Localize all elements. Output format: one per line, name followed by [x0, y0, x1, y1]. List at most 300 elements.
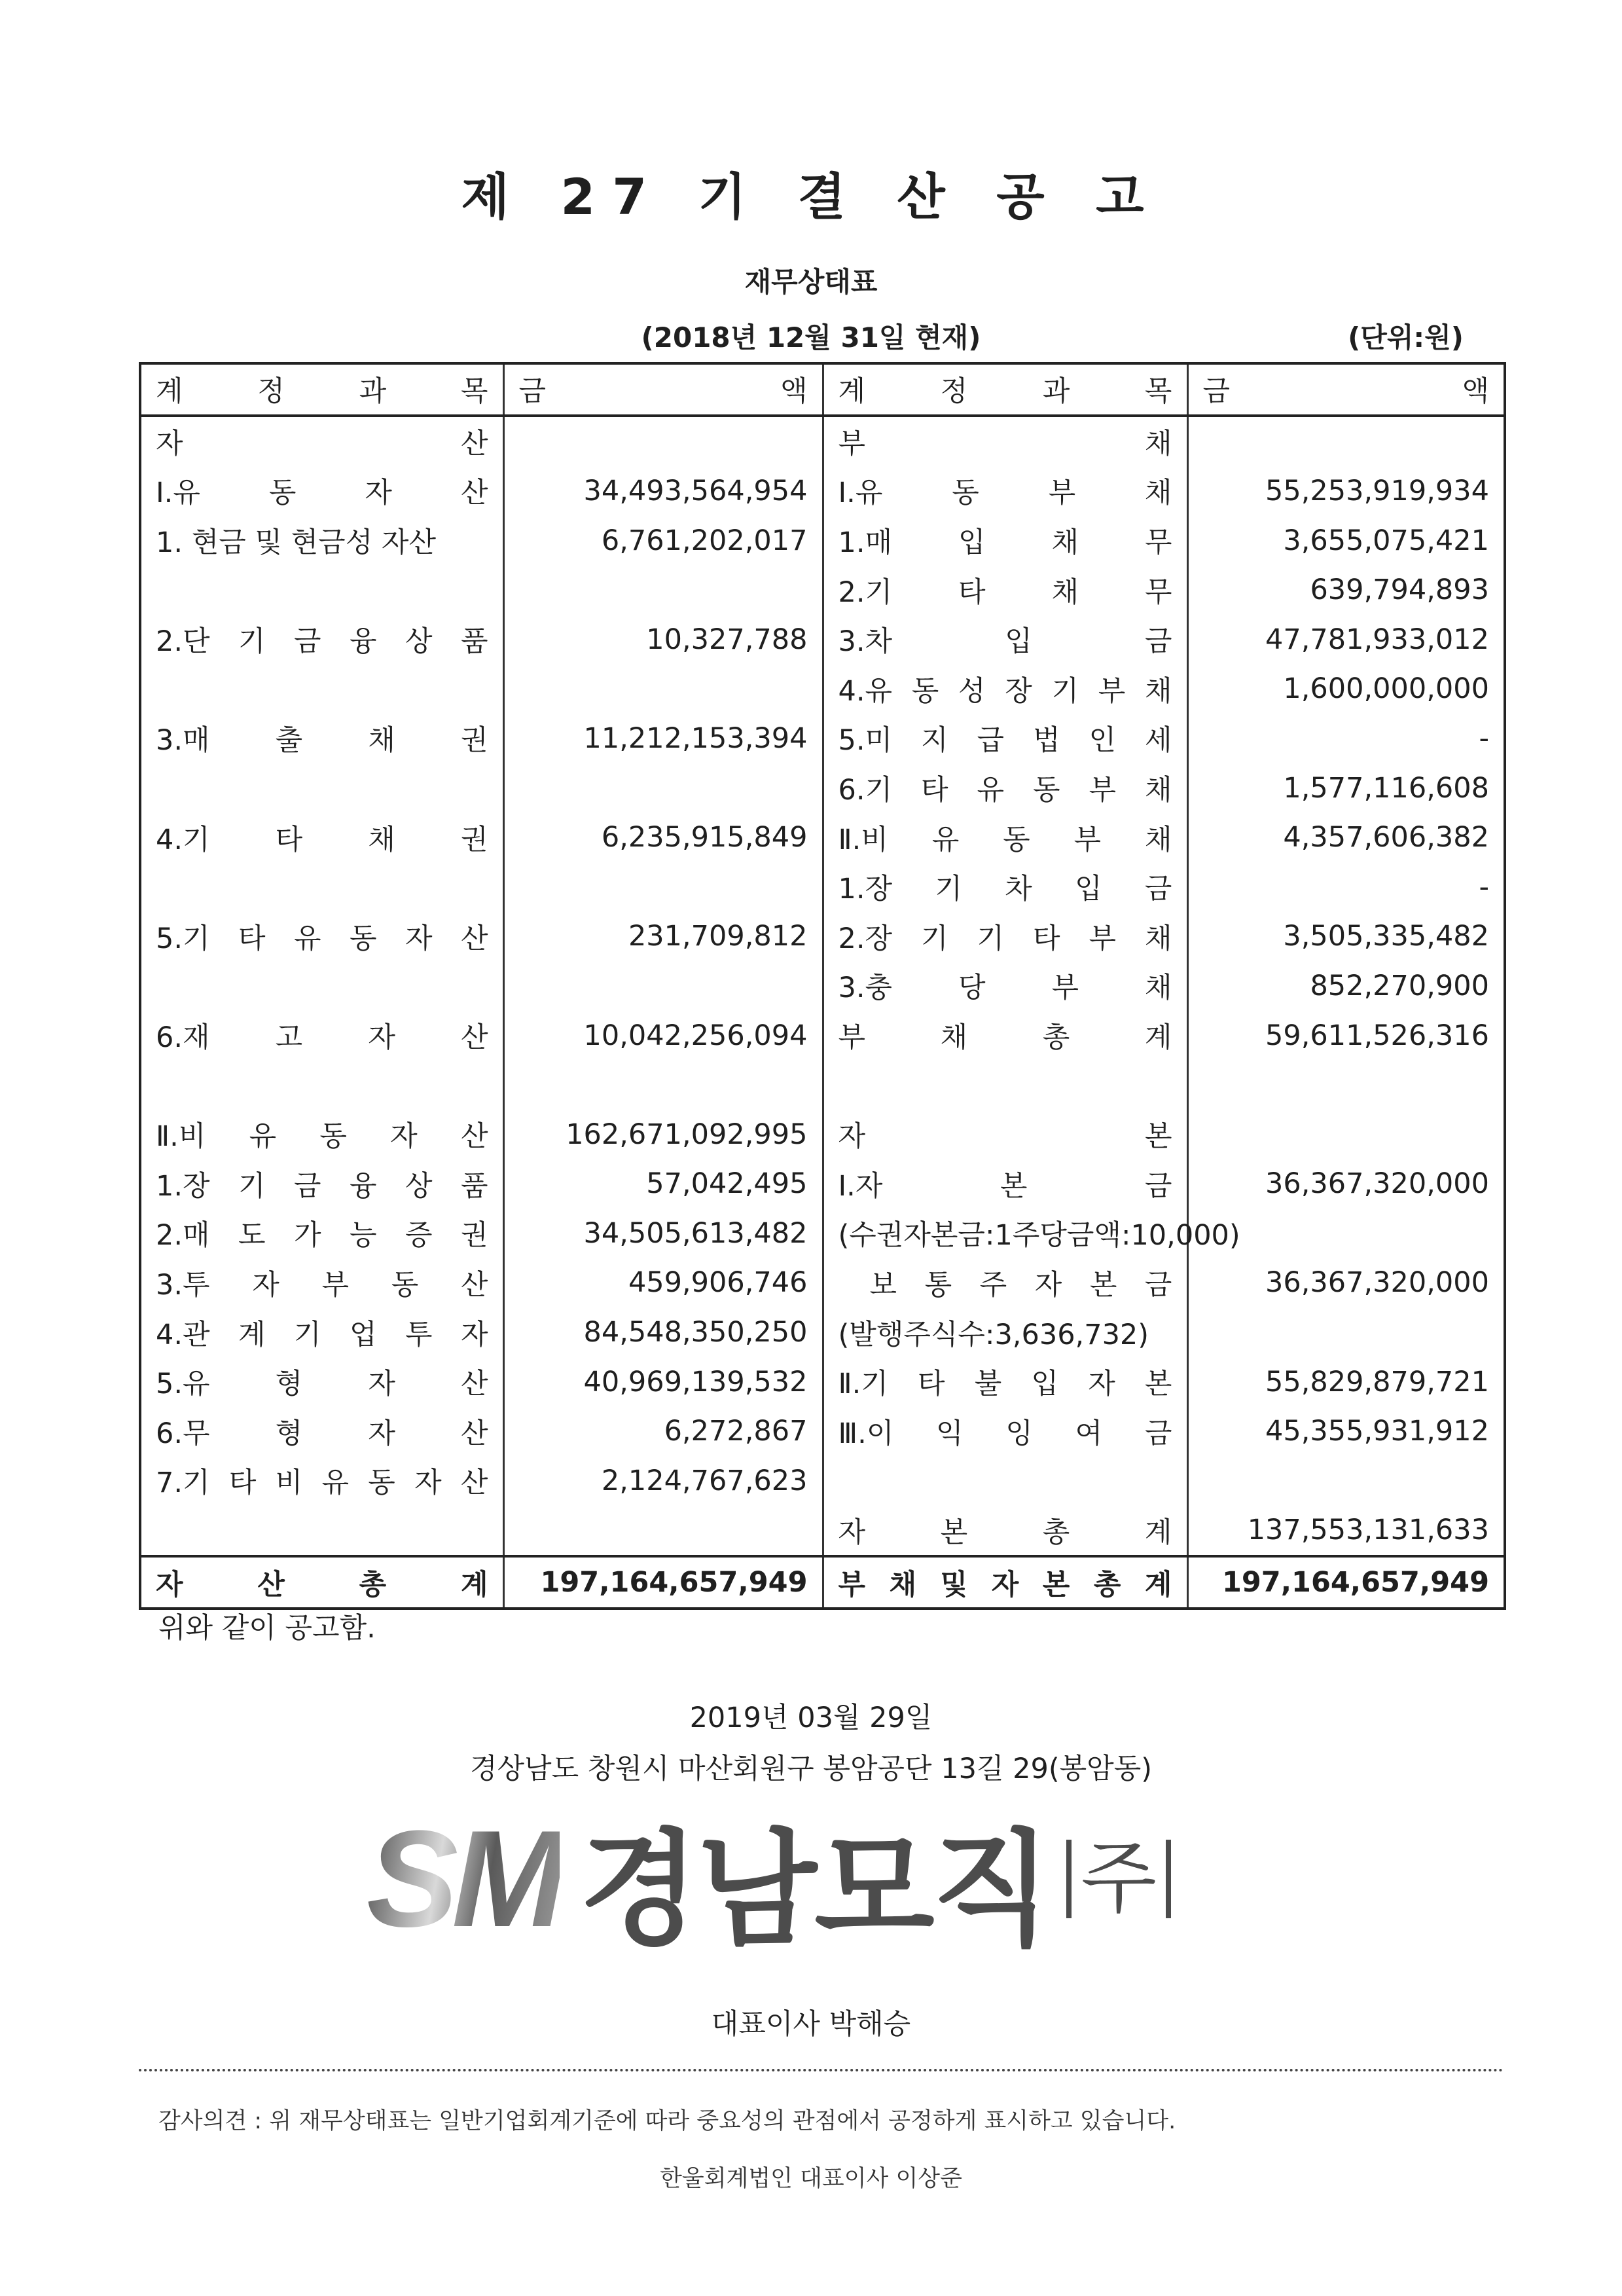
- label-fragment: 기: [238, 625, 266, 659]
- label-fragment: 품: [460, 1169, 488, 1203]
- account-cell: [140, 912, 503, 962]
- label-fragment: 입: [1005, 625, 1032, 659]
- label-fragment: 계: [1144, 1516, 1172, 1549]
- table-total-row: [140, 1556, 1505, 1609]
- amount-cell: [503, 416, 823, 467]
- label-fragment: 자: [1088, 1368, 1115, 1401]
- account-cell: [140, 1011, 503, 1061]
- logo-sm-mark: SM: [367, 1800, 560, 1958]
- label-fragment: 4.기: [156, 823, 210, 856]
- amount-cell: 197,164,657,949: [503, 1556, 823, 1609]
- label-fragment: 계: [156, 375, 183, 409]
- label-fragment: 2.단: [156, 625, 210, 659]
- label-fragment: 차: [1005, 873, 1032, 906]
- account-cell: [823, 466, 1187, 516]
- label-fragment: 부: [1073, 823, 1102, 856]
- amount-cell: 6,761,202,017: [503, 516, 823, 566]
- account-cell: [823, 763, 1187, 813]
- label-fragment: 부: [838, 427, 866, 460]
- label-fragment: 2.매: [156, 1219, 210, 1252]
- account-cell: [140, 1258, 503, 1308]
- label-fragment: 당: [958, 972, 986, 1005]
- account-cell: [823, 1060, 1187, 1110]
- label-fragment: 4.관: [156, 1318, 210, 1351]
- amount-cell: 4,357,606,382: [1283, 821, 1489, 854]
- label-fragment: 정: [257, 375, 285, 409]
- account-cell: [140, 862, 503, 912]
- label-fragment: 본: [940, 1516, 968, 1549]
- label-fragment: 동: [349, 922, 377, 955]
- account-cell: [140, 1159, 503, 1209]
- account-label: 1. 현금 및 현금성 자산: [156, 526, 437, 560]
- label-fragment: 상: [405, 1169, 433, 1203]
- account-cell: [823, 1406, 1187, 1456]
- label-fragment: 산: [460, 1368, 488, 1401]
- label-fragment: 계: [460, 1568, 488, 1601]
- amount-cell: 34,505,613,482: [503, 1209, 823, 1258]
- label-fragment: 증: [405, 1219, 433, 1252]
- label-fragment: 부: [1089, 774, 1117, 807]
- label-fragment: 채: [1144, 674, 1172, 708]
- account-cell: [140, 1406, 503, 1456]
- label-fragment: 동: [319, 1120, 347, 1154]
- amount-cell: [1187, 1456, 1505, 1506]
- label-fragment: 본: [1089, 1268, 1117, 1302]
- amount-cell: 36,367,320,000: [1265, 1266, 1489, 1300]
- label-fragment: 세: [1144, 724, 1172, 757]
- label-fragment: 부: [838, 1568, 866, 1601]
- label-fragment: 과: [1042, 375, 1070, 409]
- label-fragment: 동: [368, 1467, 395, 1500]
- account-cell: [823, 1209, 1240, 1258]
- amount-cell: -: [1479, 870, 1489, 903]
- amount-cell: 1,600,000,000: [1283, 672, 1489, 706]
- audit-opinion: 감사의견 : 위 재무상태표는 일반기업회계기준에 따라 중요성의 관점에서 공정하게 표시하고 있습니다.: [158, 2108, 1176, 2134]
- label-fragment: 채: [1144, 972, 1172, 1005]
- account-cell: [140, 665, 503, 714]
- label-fragment: 타: [918, 1368, 945, 1401]
- amount-cell: 10,327,788: [503, 615, 823, 665]
- label-fragment: 채: [1144, 774, 1172, 807]
- label-fragment: 총: [1093, 1568, 1121, 1601]
- label-fragment: 융: [349, 1169, 377, 1203]
- account-cell: [140, 466, 503, 516]
- amount-cell: 1,577,116,608: [1283, 771, 1489, 805]
- label-fragment: 장: [1005, 674, 1032, 708]
- account-label: (발행주식수:3,636,732): [838, 1318, 1149, 1351]
- table-row: [140, 961, 1505, 1011]
- table-row: [140, 665, 1505, 714]
- amount-cell: 197,164,657,949: [1187, 1556, 1505, 1609]
- label-fragment: 산: [460, 477, 488, 510]
- label-fragment: 동: [391, 1268, 419, 1302]
- label-fragment: 산: [460, 427, 488, 460]
- account-cell: [140, 1556, 503, 1609]
- table-row: [140, 1258, 1505, 1308]
- label-fragment: 동: [1003, 823, 1030, 856]
- table-row: [140, 1209, 1505, 1258]
- account-cell: [823, 665, 1187, 714]
- amount-cell: [503, 862, 823, 912]
- label-fragment: 5.미: [838, 724, 893, 757]
- label-fragment: Ⅱ.비: [156, 1120, 206, 1154]
- label-fragment: 액: [780, 375, 808, 409]
- amount-cell: [503, 961, 823, 1011]
- notice-date: 2019년 03월 29일: [689, 1702, 933, 1734]
- account-cell: [823, 363, 1187, 416]
- label-fragment: 자: [156, 427, 183, 460]
- label-fragment: 1.장: [156, 1169, 210, 1203]
- label-fragment: Ⅲ.이: [838, 1417, 894, 1450]
- amount-cell: 852,270,900: [1310, 969, 1489, 1002]
- amount-cell: 55,829,879,721: [1265, 1365, 1489, 1398]
- label-fragment: 타: [1032, 922, 1060, 955]
- label-fragment: 부: [1098, 674, 1126, 708]
- label-fragment: 유: [931, 823, 960, 856]
- label-fragment: 입: [958, 526, 986, 560]
- amount-cell: 162,671,092,995: [503, 1110, 823, 1159]
- account-cell: [823, 615, 1187, 665]
- amount-cell: [503, 363, 823, 416]
- label-fragment: 5.유: [156, 1368, 210, 1401]
- label-fragment: 금: [1144, 1417, 1172, 1450]
- account-cell: [823, 961, 1187, 1011]
- label-fragment: 목: [1144, 375, 1172, 409]
- table-row: [140, 516, 1505, 566]
- label-fragment: 1.장: [838, 873, 893, 906]
- logo-suffix: 주: [1066, 1840, 1171, 1918]
- account-cell: [140, 1110, 503, 1159]
- label-fragment: 산: [460, 922, 488, 955]
- amount-cell: 45,355,931,912: [1265, 1415, 1489, 1448]
- label-fragment: 성: [958, 674, 986, 708]
- label-fragment: 6.기: [838, 774, 893, 807]
- label-fragment: 본: [1000, 1169, 1028, 1203]
- account-cell: [823, 1456, 1187, 1506]
- label-fragment: 익: [936, 1417, 964, 1450]
- amount-cell: 6,272,867: [503, 1406, 823, 1456]
- statement-period: (2018년 12월 31일 현재): [641, 321, 981, 354]
- amount-cell: 639,794,893: [1310, 574, 1489, 607]
- label-fragment: Ⅰ.유: [838, 477, 883, 510]
- label-fragment: 통: [924, 1268, 952, 1302]
- label-fragment: 자: [414, 1467, 442, 1500]
- account-cell: [823, 516, 1187, 566]
- label-fragment: 업: [349, 1318, 377, 1351]
- table-row: [140, 714, 1505, 763]
- label-fragment: 유: [294, 922, 321, 955]
- table-row: [140, 1159, 1505, 1209]
- amount-cell: 40,969,139,532: [503, 1357, 823, 1407]
- label-fragment: 도: [238, 1219, 266, 1252]
- label-fragment: 6.재: [156, 1021, 210, 1055]
- label-fragment: 타: [958, 575, 986, 609]
- label-fragment: 자: [390, 1120, 418, 1154]
- label-fragment: 여: [1075, 1417, 1103, 1450]
- label-fragment: 채: [1144, 427, 1172, 460]
- label-fragment: 자: [991, 1568, 1019, 1601]
- amount-cell: 3,655,075,421: [1283, 524, 1489, 557]
- amount-cell: 3,505,335,482: [1283, 920, 1489, 953]
- label-fragment: 채: [1144, 922, 1172, 955]
- page-title: 제 27 기 결 산 공 고: [461, 168, 1161, 226]
- label-fragment: 기: [238, 1169, 266, 1203]
- label-fragment: 산: [460, 1417, 488, 1450]
- label-fragment: 주: [979, 1268, 1007, 1302]
- label-fragment: 무: [1144, 575, 1172, 609]
- label-fragment: 산: [460, 1268, 488, 1302]
- label-fragment: 기: [921, 922, 948, 955]
- label-fragment: 투: [405, 1318, 433, 1351]
- label-fragment: 채: [368, 724, 395, 757]
- label-fragment: 자: [838, 1516, 866, 1549]
- label-fragment: 품: [460, 625, 488, 659]
- table-row: [140, 862, 1505, 912]
- account-cell: [823, 862, 1187, 912]
- account-cell: [823, 1011, 1187, 1061]
- label-fragment: 금: [294, 625, 321, 659]
- label-fragment: 자: [365, 477, 392, 510]
- label-fragment: 3.충: [838, 972, 893, 1005]
- label-fragment: 자: [156, 1568, 183, 1601]
- label-fragment: 금: [294, 1169, 321, 1203]
- label-fragment: 형: [275, 1368, 303, 1401]
- label-fragment: 채: [889, 1568, 917, 1601]
- label-fragment: Ⅰ.자: [838, 1169, 883, 1203]
- dotted-divider: [139, 2069, 1504, 2071]
- amount-cell: 2,124,767,623: [503, 1456, 823, 1506]
- account-cell: [823, 812, 1187, 862]
- label-fragment: 융: [349, 625, 377, 659]
- label-fragment: 3.투: [156, 1268, 210, 1302]
- label-fragment: 4.유: [838, 674, 893, 708]
- account-cell: [823, 1159, 1187, 1209]
- label-fragment: 권: [460, 1219, 488, 1252]
- account-cell: [140, 516, 503, 566]
- table-header-row: [140, 363, 1505, 416]
- account-cell: [823, 1357, 1187, 1407]
- closing-text: 위와 같이 공고함.: [158, 1612, 376, 1645]
- label-fragment: 총: [1042, 1021, 1070, 1055]
- label-fragment: 동: [952, 477, 979, 510]
- label-fragment: 잉: [1005, 1417, 1033, 1450]
- account-cell: [823, 565, 1187, 615]
- account-cell: [140, 812, 503, 862]
- label-fragment: Ⅰ.유: [156, 477, 200, 510]
- company-address: 경상남도 창원시 마산회원구 봉암공단 13길 29(봉암동): [469, 1753, 1153, 1785]
- label-fragment: 계: [1144, 1021, 1172, 1055]
- label-fragment: 출: [275, 724, 303, 757]
- label-fragment: 계: [238, 1318, 266, 1351]
- amount-cell: [1187, 1060, 1505, 1110]
- table-row: [140, 1506, 1505, 1557]
- label-fragment: 비: [275, 1467, 303, 1500]
- account-cell: [823, 1110, 1187, 1159]
- label-fragment: 자: [1034, 1268, 1062, 1302]
- account-cell: [140, 615, 503, 665]
- table-row: [140, 1011, 1505, 1061]
- label-fragment: 채: [1051, 575, 1079, 609]
- label-fragment: 자: [838, 1120, 866, 1154]
- label-fragment: 권: [460, 724, 488, 757]
- label-fragment: 산: [460, 1021, 488, 1055]
- amount-cell: 10,042,256,094: [503, 1011, 823, 1061]
- label-fragment: 자: [460, 1318, 488, 1351]
- account-cell: [140, 714, 503, 763]
- amount-cell: [1187, 416, 1505, 467]
- amount-cell: 11,212,153,394: [503, 714, 823, 763]
- label-fragment: 산: [257, 1568, 285, 1601]
- account-cell: [140, 961, 503, 1011]
- amount-cell: 55,253,919,934: [1265, 474, 1489, 507]
- label-fragment: 총: [359, 1568, 387, 1601]
- label-fragment: 기: [1051, 674, 1079, 708]
- label-fragment: 기: [294, 1318, 321, 1351]
- label-fragment: 인: [1089, 724, 1117, 757]
- account-cell: [823, 912, 1187, 962]
- label-fragment: 부: [1048, 477, 1076, 510]
- amount-cell: 231,709,812: [503, 912, 823, 962]
- label-fragment: 입: [1075, 873, 1102, 906]
- label-fragment: 산: [460, 1467, 488, 1500]
- label-fragment: 본: [1144, 1368, 1172, 1401]
- label-fragment: 금: [518, 375, 547, 409]
- label-fragment: 목: [460, 375, 488, 409]
- account-label: (수권자본금:1주당금액:10,000): [838, 1219, 1240, 1252]
- amount-cell: [1187, 1307, 1505, 1357]
- label-fragment: 부: [1089, 922, 1117, 955]
- label-fragment: 타: [228, 1467, 257, 1500]
- label-fragment: 액: [1462, 375, 1489, 409]
- label-fragment: 부: [1051, 972, 1079, 1005]
- amount-cell: 59,611,526,316: [1265, 1019, 1489, 1052]
- label-fragment: 자: [252, 1268, 279, 1302]
- label-fragment: 기: [935, 873, 962, 906]
- label-fragment: 부: [321, 1268, 350, 1302]
- label-fragment: 1.매: [838, 526, 893, 560]
- label-fragment: 본: [1042, 1568, 1070, 1601]
- account-cell: [140, 1506, 503, 1557]
- account-cell: [823, 1307, 1187, 1357]
- statement-subtitle: 재무상태표: [744, 266, 878, 298]
- label-fragment: 타: [238, 922, 266, 955]
- label-fragment: Ⅱ.기: [838, 1368, 888, 1401]
- label-fragment: 권: [460, 823, 488, 856]
- label-fragment: 고: [275, 1021, 303, 1055]
- table-row: [140, 763, 1505, 813]
- table-row: [140, 1110, 1505, 1159]
- label-fragment: 2.기: [838, 575, 893, 609]
- company-logo: [367, 1802, 1171, 1962]
- logo-company-name: 경남모직: [579, 1817, 1050, 1962]
- table-row: [140, 1357, 1505, 1407]
- account-cell: [140, 416, 503, 467]
- table-row: [140, 1060, 1505, 1110]
- label-fragment: 및: [940, 1568, 968, 1601]
- account-cell: [140, 1209, 503, 1258]
- table-row: [140, 615, 1505, 665]
- account-cell: [140, 565, 503, 615]
- label-fragment: 자: [368, 1417, 395, 1450]
- label-fragment: 동: [1032, 774, 1060, 807]
- label-fragment: 2.장: [838, 922, 893, 955]
- label-fragment: 자: [368, 1021, 395, 1055]
- label-fragment: 상: [405, 625, 433, 659]
- label-fragment: 3.차: [838, 625, 893, 659]
- label-fragment: 유: [249, 1120, 277, 1154]
- amount-cell: 137,553,131,633: [1247, 1514, 1489, 1547]
- amount-cell: 36,367,320,000: [1265, 1167, 1489, 1201]
- label-fragment: 타: [275, 823, 303, 856]
- account-cell: [140, 1357, 503, 1407]
- table-row: [140, 466, 1505, 516]
- account-cell: [823, 1258, 1187, 1308]
- balance-sheet-table: [139, 362, 1506, 1610]
- label-fragment: Ⅱ.비: [838, 823, 888, 856]
- table-row: [140, 1456, 1505, 1506]
- account-cell: [140, 1060, 503, 1110]
- label-fragment: 총: [1042, 1516, 1070, 1549]
- label-fragment: 능: [349, 1219, 377, 1252]
- label-fragment: 채: [1144, 477, 1172, 510]
- label-fragment: 형: [275, 1417, 303, 1450]
- table-row: [140, 812, 1505, 862]
- label-fragment: 과: [359, 375, 387, 409]
- account-cell: [140, 1456, 503, 1506]
- table-row: [140, 416, 1505, 467]
- amount-cell: [1187, 1110, 1505, 1159]
- amount-cell: 459,906,746: [503, 1258, 823, 1308]
- account-cell: [140, 763, 503, 813]
- amount-cell: [1187, 363, 1505, 416]
- label-fragment: 무: [1144, 526, 1172, 560]
- amount-cell: 47,781,933,012: [1265, 623, 1489, 656]
- label-fragment: 6.무: [156, 1417, 210, 1450]
- label-fragment: 불: [974, 1368, 1002, 1401]
- label-fragment: 7.기: [156, 1467, 210, 1500]
- label-fragment: 금: [1144, 1169, 1172, 1203]
- label-fragment: 채: [1051, 526, 1079, 560]
- label-fragment: 채: [1144, 823, 1172, 856]
- label-fragment: 입: [1031, 1368, 1059, 1401]
- auditor-name: 한울회계법인 대표이사 이상준: [660, 2166, 962, 2192]
- label-fragment: 채: [368, 823, 395, 856]
- table-row: [140, 565, 1505, 615]
- label-fragment: 유: [321, 1467, 350, 1500]
- account-cell: [823, 714, 1187, 763]
- table-row: [140, 912, 1505, 962]
- label-fragment: 자: [405, 922, 433, 955]
- amount-cell: 34,493,564,954: [503, 466, 823, 516]
- amount-cell: [503, 565, 823, 615]
- amount-cell: -: [1479, 721, 1489, 755]
- label-fragment: 자: [368, 1368, 395, 1401]
- label-fragment: 채: [940, 1021, 968, 1055]
- label-fragment: 기: [977, 922, 1005, 955]
- account-cell: [823, 416, 1187, 467]
- amount-cell: 84,548,350,250: [503, 1307, 823, 1357]
- account-cell: [823, 1556, 1187, 1609]
- label-fragment: 계: [838, 375, 866, 409]
- amount-cell: [503, 665, 823, 714]
- label-fragment: 3.매: [156, 724, 210, 757]
- label-fragment: 유: [977, 774, 1005, 807]
- label-fragment: 금: [1144, 625, 1172, 659]
- account-cell: [140, 363, 503, 416]
- label-fragment: 5.기: [156, 922, 210, 955]
- table-row: [140, 1307, 1505, 1357]
- amount-cell: 6,235,915,849: [503, 812, 823, 862]
